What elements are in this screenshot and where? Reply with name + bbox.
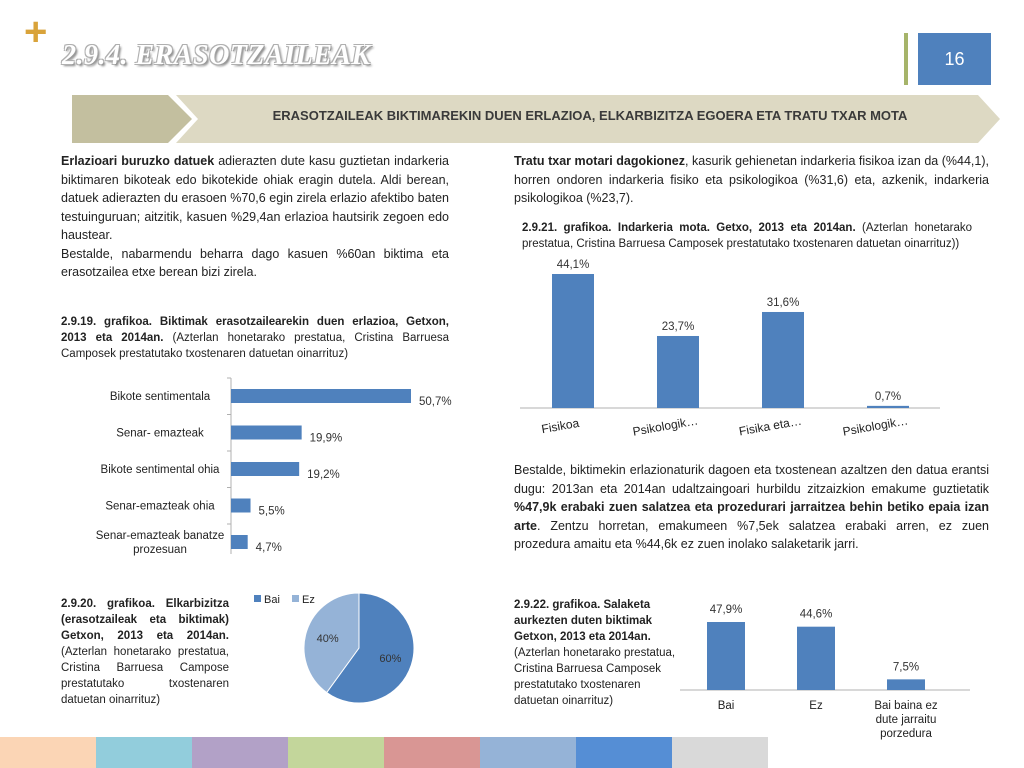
right-p2-text-b: . Zentzu horretan, emakumeen %7,5ek salatzea erabaki arren, ez zuen prozedura amaitu eta %44,6k ez zuen inolako salaketarik jarri. [514, 518, 989, 551]
bar-0 [552, 274, 594, 408]
legend-swatch-1 [292, 595, 299, 602]
bar-label-0: 50,7% [419, 396, 452, 408]
footer-segment-7 [672, 737, 768, 768]
right-paragraph-1 [514, 152, 989, 208]
left-paragraphs [61, 152, 449, 282]
footer-segment-3 [288, 737, 384, 768]
category-label-3: Senar-emazteak ohia [105, 500, 215, 513]
bar-label-3: 5,5% [258, 505, 285, 518]
chart-2-9-22 [680, 590, 980, 740]
category-label-2: Fisika eta… [737, 413, 803, 439]
bar-3 [867, 406, 909, 408]
bar-2 [887, 679, 925, 690]
bar-3 [231, 499, 251, 513]
right-p2-text-a: Bestalde, biktimekin erlazionaturik dagoen eta txostenean azaltzen den datua erantsi dugu: 2013an eta 2014an udaltzaingoari hurbildu zitzaizkion emakume guztietatik [514, 463, 989, 496]
right-p1-text: , kasurik gehienetan indarkeria fisikoa izan da (%44,1), horren ondoren indarkeria fisiko eta psikologikoa (%31,6) eta, azkenik, indarkeria psikologikoa (%23,7). [514, 154, 989, 205]
legend-label-0: Bai [264, 594, 280, 606]
right-p1-bold: Tratu txar motari dagokionez [514, 154, 686, 168]
page-title: 2.9.4. ERASOTZAILEAK [62, 40, 371, 71]
bar-label-1: 19,9% [309, 432, 343, 445]
caption-2-9-19-source: (Azterlan honetarako prestatua, Cristina Barruesa Camposek prestatutako txostenaren datuetan oinarrituz) [61, 332, 450, 360]
bar-label-2: 19,2% [307, 469, 340, 481]
category-label-2-2: porzedura [880, 728, 932, 740]
bar-1 [657, 336, 699, 408]
caption-2-9-22 [514, 597, 679, 709]
bar-label-2: 31,6% [766, 296, 800, 309]
category-label-0: Fisikoa [540, 415, 581, 437]
footer-segment-4 [384, 737, 480, 768]
left-p1-text: adierazten dute kasu guztietan indarkeria biktimaren bikoteak edo bikotekide ohiak eragin dutela. Aldi berean, datuek adierazten du erasoen %70,6 egin zirela erlazio afektibo baten testuinguruan; aitzitik, kasuen %29,4an erlazioa hautsirik zegoen edo haustear. [61, 154, 449, 242]
caption-2-9-22-title: 2.9.22. grafikoa. Salaketa aurkezten duten biktimak Getxon, 2013 eta 2014an. [514, 599, 653, 643]
left-p1-bold: Erlazioari buruzko datuek [61, 154, 215, 168]
caption-2-9-19 [61, 314, 449, 362]
legend-swatch-0 [254, 595, 261, 602]
caption-2-9-20-source: (Azterlan honetarako prestatua, Cristina Barruesa Campose prestatutako txostenaren datuetan oinarrituz) [61, 646, 229, 706]
pie-label-1: 40% [316, 632, 339, 645]
footer-segment-2 [192, 737, 288, 768]
footer-color-strip [0, 737, 768, 768]
title-divider [904, 33, 908, 85]
category-label-2-1: dute jarraitu [875, 714, 937, 726]
bar-label-4: 4,7% [255, 542, 282, 554]
section-band-title: ERASOTZAILEAK BIKTIMAREKIN DUEN ERLAZIOA, ELKARBIZITZA EGOERA ETA TRATU TXAR MOTA [272, 108, 908, 123]
category-label-1: Ez [809, 700, 823, 712]
caption-2-9-19-title: 2.9.19. grafikoa. Biktimak erasotzailearekin duen erlazioa, Getxon, 2013 eta 2014an. [61, 316, 449, 344]
bar-label-0: 47,9% [709, 604, 743, 616]
bar-label-0: 44,1% [556, 259, 590, 271]
page-number [918, 33, 991, 85]
category-label-4-1: prozesuan [133, 544, 187, 556]
bar-label-2: 7,5% [892, 661, 920, 674]
right-p2-bold: %47,9k erabaki zuen salatzea eta prozedurari jarraitzea behin betiko epaia izan arte [514, 500, 989, 533]
category-label-1: Senar- emazteak [116, 427, 204, 440]
category-label-2: Bikote sentimental ohia [100, 464, 220, 476]
footer-segment-0 [0, 737, 96, 768]
chart-2-9-21 [500, 252, 960, 450]
legend-label-1: Ez [302, 594, 315, 606]
category-label-0: Bikote sentimentala [109, 391, 211, 403]
bar-4 [231, 535, 248, 549]
pie-label-0: 60% [379, 653, 402, 666]
footer-segment-1 [96, 737, 192, 768]
bar-2 [231, 462, 299, 476]
chart-2-9-19 [60, 376, 480, 556]
category-label-0: Bai [717, 700, 735, 712]
chart-2-9-20 [250, 588, 430, 710]
bar-2 [762, 312, 804, 408]
caption-2-9-21-title: 2.9.21. grafikoa. Indarkeria mota. Getxo, 2013 eta 2014an. [522, 222, 856, 234]
caption-2-9-21-source: (Azterlan honetarako prestatua, Cristina Barruesa Camposek prestatutako txostenaren datuetan oinarrituz)) [522, 222, 972, 250]
page-number-text: 16 [944, 48, 965, 69]
bar-0 [231, 389, 411, 403]
bar-label-3: 0,7% [874, 390, 902, 403]
left-p2-text: Bestalde, nabarmendu beharra dago kasuen %60an biktima eta erasotzailea etxe berean bizi zirela. [61, 246, 449, 279]
caption-2-9-21 [522, 220, 972, 252]
footer-segment-5 [480, 737, 576, 768]
caption-2-9-20 [61, 596, 229, 708]
caption-2-9-22-source: (Azterlan honetarako prestatua, Cristina Barruesa Camposek prestatutako txostenaren datuetan oinarrituz) [514, 647, 676, 707]
bar-label-1: 23,7% [661, 320, 695, 333]
bar-1 [797, 627, 835, 690]
bar-label-1: 44,6% [799, 608, 833, 621]
plus-icon: + [24, 10, 48, 54]
footer-segment-6 [576, 737, 672, 768]
category-label-1: Psikologik… [631, 413, 700, 439]
category-label-3: Psikologik… [841, 413, 910, 439]
band-tab [72, 95, 192, 143]
right-paragraph-2 [514, 461, 989, 554]
bar-0 [707, 622, 745, 690]
category-label-4-0: Senar-emazteak banatze [95, 530, 225, 542]
bar-1 [231, 426, 302, 440]
category-label-2-0: Bai baina ez [874, 700, 938, 712]
caption-2-9-20-title: 2.9.20. grafikoa. Elkarbizitza (erasotzaileak eta biktimak) Getxon, 2013 eta 2014an. [61, 598, 229, 642]
